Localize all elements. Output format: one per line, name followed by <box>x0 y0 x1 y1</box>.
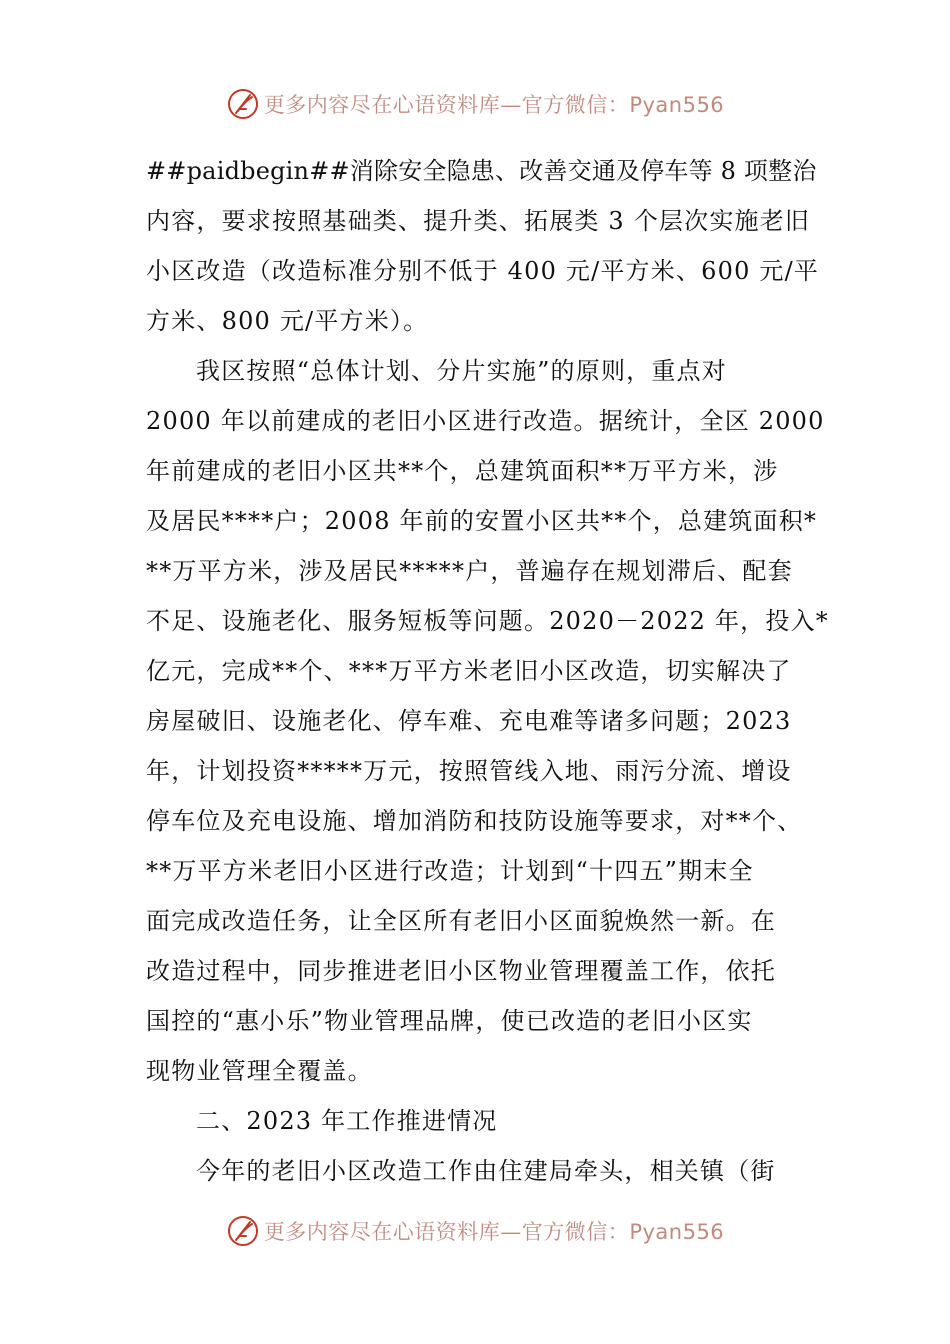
text-line: 亿元，完成**个、***万平方米老旧小区改造，切实解决了 <box>146 657 792 685</box>
text-line: 面完成改造任务，让全区所有老旧小区面貌焕然一新。在 <box>146 907 776 935</box>
watermark-banner-bottom <box>0 1211 950 1251</box>
text-line: 不足、设施老化、服务短板等问题。2020－2022 年，投入* <box>146 607 829 635</box>
wechat-id: Pyan556 <box>629 1220 725 1244</box>
text-line: 年，计划投资*****万元，按照管线入地、雨污分流、增设 <box>146 757 792 785</box>
watermark-text: 更多内容尽在心语资料库—官方微信：Pyan556 <box>263 1220 725 1244</box>
watermark-banner-top <box>0 84 950 124</box>
text-line: 房屋破旧、设施老化、停车难、充电难等诸多问题；2023 <box>146 707 792 735</box>
watermark-text: 更多内容尽在心语资料库—官方微信：Pyan556 <box>263 93 725 117</box>
text-line: 现物业管理全覆盖。 <box>146 1057 373 1085</box>
text-line: 2000 年以前建成的老旧小区进行改造。据统计，全区 2000 <box>146 407 825 435</box>
section-heading: 二、2023 年工作推进情况 <box>196 1107 498 1135</box>
quill-logo-icon <box>226 1214 260 1248</box>
text-line: 国控的“惠小乐”物业管理品牌，使已改造的老旧小区实 <box>146 1007 753 1035</box>
text-line: ##paidbegin##消除安全隐患、改善交通及停车等 8 项整治 <box>146 157 817 185</box>
text-line: 改造过程中，同步推进老旧小区物业管理覆盖工作，依托 <box>146 957 776 985</box>
text-line: 小区改造（改造标准分别不低于 400 元/平方米、600 元/平 <box>146 257 820 285</box>
document-body <box>146 146 829 1196</box>
text-line: **万平方米，涉及居民*****户，普遍存在规划滞后、配套 <box>146 557 793 585</box>
quill-logo-icon <box>226 87 260 121</box>
text-line: 停车位及充电设施、增加消防和技防设施等要求，对**个、 <box>146 807 803 835</box>
text-line: 方米、800 元/平方米）。 <box>146 307 429 335</box>
text-line: 内容，要求按照基础类、提升类、拓展类 3 个层次实施老旧 <box>146 207 811 235</box>
paragraph-start-line: 我区按照“总体计划、分片实施”的原则，重点对 <box>196 357 727 385</box>
wechat-id: Pyan556 <box>629 93 725 117</box>
text-line: 及居民****户；2008 年前的安置小区共**个，总建筑面积* <box>146 507 818 535</box>
paragraph-start-line: 今年的老旧小区改造工作由住建局牵头，相关镇（街 <box>196 1157 776 1185</box>
text-line: 年前建成的老旧小区共**个，总建筑面积**万平方米，涉 <box>146 457 779 485</box>
text-line: **万平方米老旧小区进行改造；计划到“十四五”期末全 <box>146 857 754 885</box>
